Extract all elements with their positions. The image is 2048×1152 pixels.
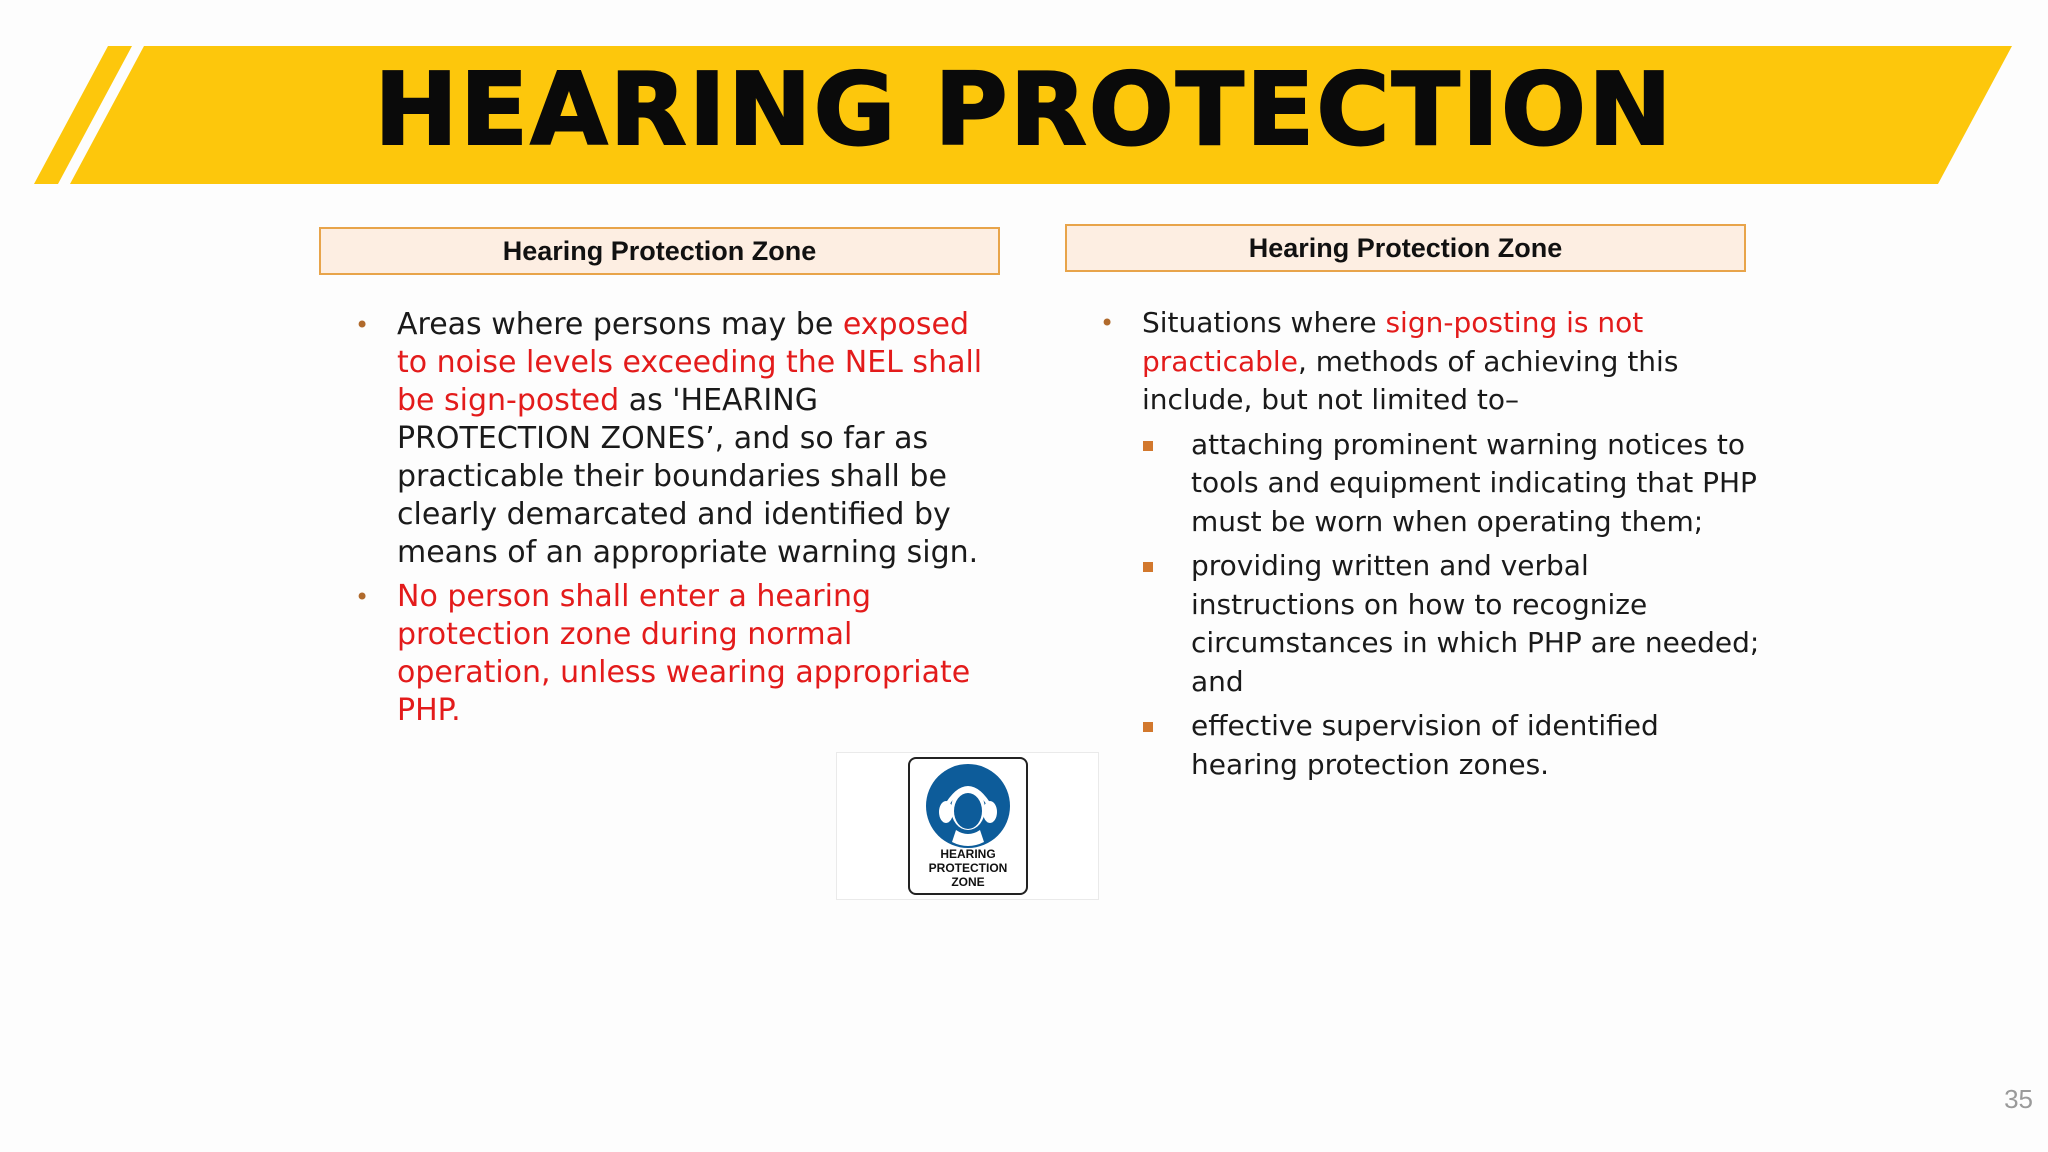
left-bullet-1-text-b: as 'HEARING PROTECTION ZONES’, and so far as practicable their boundaries shall be clearly demarcated and identified by means of an appropriate warning sign.: [397, 383, 979, 570]
right-sub-bullet-2-text: providing written and verbal instructions on how to recognize circumstances in which PHP are needed; and: [1191, 549, 1760, 698]
right-intro-text-b: , methods of achieving this include, but not limited to–: [1142, 344, 1679, 416]
left-bullet-1-emphasis: exposed to noise levels exceeding the NEL shall be sign-posted: [397, 307, 983, 418]
slide-title: HEARING PROTECTION: [374, 51, 1674, 168]
square-bullet-icon: [1143, 562, 1153, 572]
page-number: 35: [2004, 1084, 2033, 1114]
left-bullet-1-text-a: Areas where persons may be: [397, 307, 843, 342]
bullet-dot-icon: •: [355, 583, 370, 611]
right-column-heading: Hearing Protection Zone: [1065, 224, 1746, 272]
ear-protection-icon: [926, 764, 1010, 848]
bullet-dot-icon: •: [1100, 309, 1115, 337]
right-bullet-1: [1100, 304, 1760, 784]
square-bullet-icon: [1143, 722, 1153, 732]
right-intro-text-a: Situations where: [1142, 306, 1386, 339]
sign-image: [836, 752, 1099, 900]
right-sub-bullet-list: [1142, 426, 1760, 785]
square-bullet-icon: [1143, 441, 1153, 451]
right-intro-emphasis: sign-posting is not practicable: [1142, 306, 1644, 378]
left-bullet-2-text: No person shall enter a hearing protection zone during normal operation, unless wearing appropriate PHP.: [397, 579, 971, 728]
right-bullet-list: [1100, 304, 1760, 790]
right-sub-bullet-3: [1142, 707, 1760, 784]
left-column-heading: Hearing Protection Zone: [319, 227, 1000, 275]
right-sub-bullet-1: [1142, 426, 1760, 542]
sign-caption: HEARING PROTECTION ZONE: [928, 847, 1008, 889]
bullet-dot-icon: •: [355, 311, 370, 339]
right-sub-bullet-2: [1142, 547, 1760, 701]
hearing-protection-sign: [908, 757, 1028, 895]
right-sub-bullet-1-text: attaching prominent warning notices to tools and equipment indicating that PHP must be worn when operating them;: [1191, 427, 1757, 538]
right-sub-bullet-3-text: effective supervision of identified hearing protection zones.: [1191, 709, 1659, 781]
left-bullet-list: [355, 306, 995, 736]
left-bullet-1: [355, 306, 995, 572]
left-bullet-2: [355, 578, 995, 730]
